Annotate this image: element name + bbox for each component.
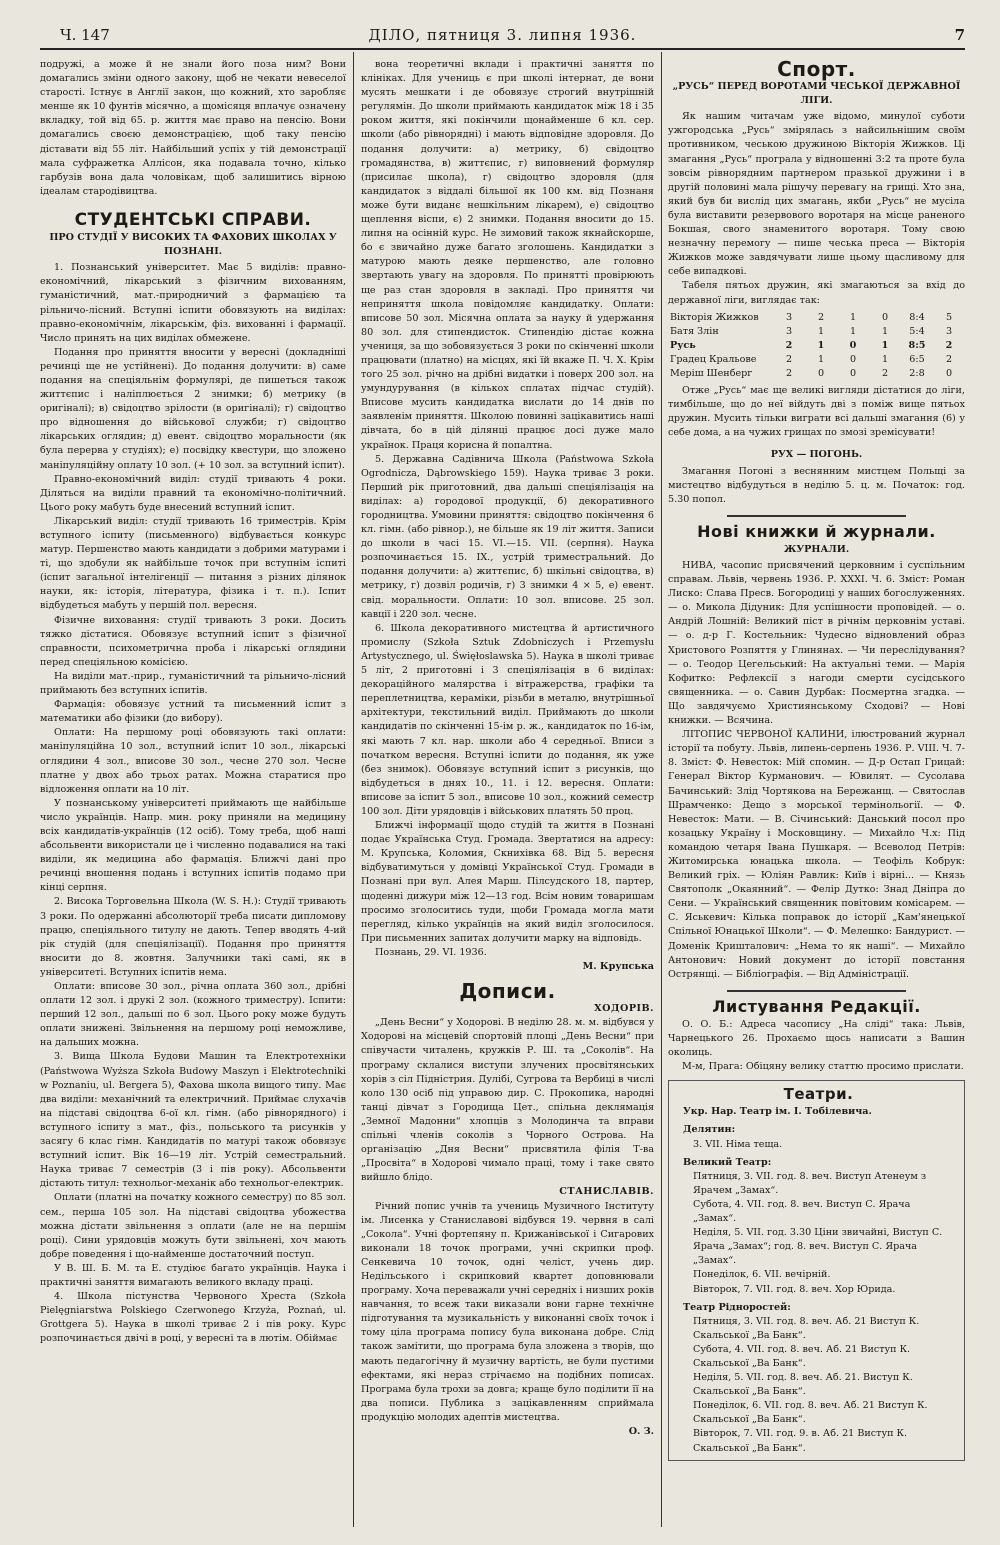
league-wins: 0 <box>817 367 825 379</box>
headline-rukh: РУХ — ПОГОНЬ. <box>770 449 863 461</box>
page-number-left: Ч. 147 <box>60 26 110 44</box>
section-title-books: Нові книжки й журнали. <box>697 521 936 541</box>
theatre-listing: Субота, 4. VII. год. 8. веч. Аб. 21 Виступ К. Скальської „Ва Банк“. <box>693 1343 911 1369</box>
paragraph: 1. Познанський університет. Має 5 виділів: правно-економічний, лікарський з фізичним вихованням, гуманістичний, мат.-природничий з фармацією та рільничо-лісний. Вступні іспити обовязують на виділах: правно-економічнім, лікарськім, фіз. вихованні і фармації. Число принять на цих виділах обмежене. <box>40 262 346 344</box>
league-row <box>668 339 965 353</box>
dateline-khodoriv: ХОДОРІВ. <box>594 1003 654 1015</box>
column-divider-2 <box>661 52 662 1527</box>
paragraph: 5. Державна Садівнича Школа (Państwowa Szkoła Ogrodnicza, Dąbrowskiego 159). Наука триває 3 роки. Перший рік приготовний, два дальші спеціялізація на виділах: а) городової продукції, б) декоративного городництва. Умовини приняття: свідоцтво покінчення 6 кл. гімн. (або рівнор.), не більше як 19 літ життя. Записи до школи в часі 15. VI.—15. VII. (серпня). Наука розпочинається 15. IX., устрій триместральний. До подання долучити: а) життєпис, б) шкільні свідоцтва, в) метрику, г) дозвіл родичів, г) 3 знимки 4 × 5, е) евент. свід. моральности. Оплати: 10 зол. вписове. 25 зол. кавції і 220 зол. чесне. <box>361 453 654 620</box>
league-team: Вікторія Жижков <box>670 311 759 323</box>
paragraph: 2. Висока Торговельна Школа (W. S. H.): Студії тривають 3 роки. По одержанні абсолюторії треба писати дипломову працю, спеціяльного титулу не дають. Тепер вводять 4-ий рік студій (для спеціялізації). Подання про приняття вносити до 8. жовтня. Залучники такі самі, як в університеті. Вступних іспитів нема. <box>40 896 346 978</box>
league-losses: 0 <box>881 311 889 323</box>
masthead-title: ДІЛО, пятниця 3. липня 1936. <box>368 26 637 44</box>
theatre-listing: Неділя, 5. VII. год. 8. веч. Аб. 21. Виступ К. Скальської „Ва Банк“. <box>693 1372 913 1398</box>
paragraph: У познанському університеті приймають ще найбільше число українців. Напр. мин. року приняли на медицину всіх кандидатів-українців (12 осіб). Тому треба, щоб наші абсольвенти використали це і численно подавалися на такі виділи, як медицина або фармація. Ближчі дані про речинці вношення подань і вступних іспитів подамо при кінці серпня. <box>40 797 346 894</box>
league-team: Меріш Шенберг <box>670 367 753 379</box>
paragraph: Змагання Погоні з веснянним мистцем Польщі за мистецтво відбудуться в неділю 5. ц. м. Початок: год. 5.30 попол. <box>668 465 965 505</box>
league-row <box>668 353 965 367</box>
league-row <box>668 367 965 381</box>
league-points: 2 <box>945 353 953 365</box>
theatre-listing: Пятниця, 3. VII. год. 8. веч. Аб. 21 Виступ К. Скальської „Ва Банк“. <box>693 1315 920 1341</box>
league-losses: 1 <box>881 325 889 337</box>
paragraph: Оплати (платні на початку кожного семестру) по 85 зол. сем., перша 105 зол. На підставі свідоцтва убожества можна дістати звільнення з оплати (але не на першім році). Сини урядовців можуть бути звільнені, хоч мають добре поведення і що-найменше достаточний поступ. <box>40 1192 346 1260</box>
paragraph: Лікарський виділ: студії тривають 16 триместрів. Крім вступного іспиту (письменного) відбувається конкурс матур. Першенство мають кандидати з добрими матурами і ті, що здобули як найбільше точок при вступнім іспиті (іспит загальної інтелігенції — питання з різних ділянок науки, як: історія, література, фізика і т. п.). Іспит відбудеться мабуть у першій пол. вересня. <box>40 515 346 612</box>
paragraph: Оплати: На першому році обовязують такі оплати: маніпуляційна 10 зол., вступний іспит 10 зол., лікарські оглядини 4 зол., вписове 30 зол., чесне 270 зол. Чесне платне у двох або трьох ратах. Можна старатися про відложення оплати на 10 літ. <box>40 727 346 795</box>
letter-entry: М-м, Прага: Обіцяну велику статтю просимо прислати. <box>682 1061 964 1073</box>
league-goals: 8:4 <box>909 311 925 323</box>
paragraph: Отже „Русь“ має ще великі вигляди дістатися до ліги, тимбільше, що до неї війдуть дві з поміж вище пятьох дружин. Мусить тільки виграти всі дальші змагання (6) у себе дома, а на чужих грищах по змозі зремісувати! <box>668 385 965 439</box>
league-wins: 1 <box>817 339 825 351</box>
league-draws: 0 <box>849 353 857 365</box>
league-wins: 1 <box>817 353 825 365</box>
paragraph: У В. Ш. Б. М. та Е. студіює багато українців. Наука і практичні заняття вимагають великого вкладу праці. <box>40 1262 346 1288</box>
paragraph: Подання про приняття вносити у вересні (докладніші речинці ще не устійнені). До подання долучити: в) саме подання на спеціяльнім формулярі, де пишеться також життєпис і наліплюється 2 знимки; б) метрику (в оригіналі); в) свідоцтво зрілости (в оригіналі); г) свідоцтво про відношення до військової служби; г) свідоцтво лікарських оглядин; д) евент. свідоцтво моральности (як була перерва у студіях); е) посвідку квестури, що зложено маніпуляційну оплату 10 зол. (+ 10 зол. за вступний іспит). <box>40 346 346 471</box>
league-team: Батя Злін <box>670 325 719 337</box>
article-date: Познань, 29. VI. 1936. <box>375 946 487 958</box>
paragraph: вона теоретичні вклади і практичні заняття по клініках. Для учениць є при школі інтернат, де вони мусять мешкати і де обовязує строгий внутрішній регулямін. До школи приймають кандидаток між 18 і 35 роком життя, які покінчили щонайменше 6 кл. сер. школи (або рівнорядні) і мають відповідне здоровля. До подання долучити: а) метрику, б) свідоцтво громадянства, в) життєпис, г) виповнений формуляр (присилає школа), г) свідоцтво здоровля (для кандидаток з віддалі більшої як 100 км. від Познаня може бути виданє нешкільним лікарем), е) свідоцтво щеплення віспи, є) 2 знимки. Подання вносити до 15. липня на осінній курс. Не зимовий також якнайскорше, бо є звичайно дуже багато зголошень. Кандидатки з матурою мають деяке першенство, але головно звертають увагу на здоровля. По принятті провірюють ще раз стан здоровля в закладі. Про приняття чи неприняття школа повідомляє кандидатку. Оплати: вписове 50 зол. Місячна оплата за науку й удержання 80 зол. для стипендисток. Стипендію дістає кожна учениця, за що зобовязується 3 роки по скінченні школи працювати (платно) на місцях, які їй вкаже П. Ч. Х. Крім того 25 зол. річно на дрібні видатки і поверх 200 зол. на умундурування (в кількох сплатах підчас студій). Вписове мусить кандидатка вислати до 14 днів по заявленім приняття. Школою повинні зацікавитись наші дівчата, бо в цій ділянці працює досі дуже мало українок. Праця корисна й попалтна. <box>361 59 654 451</box>
league-losses: 1 <box>881 353 889 365</box>
article-signature: М. Крупська <box>582 961 654 972</box>
column-1 <box>40 58 346 1528</box>
theatre-name: Укр. Нар. Театр ім. І. Тобілевича. <box>683 1106 872 1118</box>
league-goals: 6:5 <box>909 353 925 365</box>
paragraph: На виділи мат.-прир., гуманістичний та рільничо-лісний приймають без вступних іспитів. <box>40 670 346 697</box>
theatre-location: Делятин: <box>683 1124 736 1136</box>
paragraph: Фармація: обовязує устний та письменний іспит з математики або фізики (до вибору). <box>40 699 346 725</box>
league-points: 3 <box>945 325 953 337</box>
theatre-name: Театр Рідноростей: <box>683 1301 791 1313</box>
journal-entry: НИВА, часопис присвячений церковним і суспільним справам. Львів, червень 1936. Р. XXXI. Ч. 6. Зміст: Роман Лиско: Слава Пресв. Богородиці у наших богослуженнях. — о. Микола Дідуник: Для успішности проповідей. — о. Андрій Лошній: Великий піст в річнім церковнім уставі. — о. д-р Г. Костельник: Чудесно відновлений образ Христового Розпяття у Глинянах. — Чи переслідування? — о. Теодор Цегельський: На актуальні теми. — Марія Кофитко: Рефлексії з нагоди смерти сусідського священника. — о. Савин Дурбак: Посмертна згадка. — Що завдячуємо Християнському Сходові? — Нові книжки. — Всячина. <box>668 560 965 727</box>
league-goals: 2:8 <box>909 367 925 379</box>
column-2 <box>361 58 654 1528</box>
league-games: 3 <box>785 325 793 337</box>
article-signature: О. З. <box>628 1426 654 1437</box>
theatre-listing: Неділя, 5. VII. год. 3.30 Ціни звичайні, Виступ С. Ярача „Замах“; год. 8. веч. Виступ С. Ярача „Замах“. <box>693 1227 943 1267</box>
column-3 <box>668 58 965 1528</box>
letter-entry: О. О. Б.: Адреса часопису „На сліді“ така: Львів, Чарнецького 26. Прохаємо щось написати з Вашин околиць. <box>668 1018 965 1059</box>
masthead-rule <box>40 48 965 50</box>
paragraph: Як нашим читачам уже відомо, минулої суботи ужгородська „Русь“ змірялась з найсильнішим своїм противником, чеською дружиною Вікторія Жижков. Ці змагання „Русь“ програла у відношенні 3:2 та проте була зовсім рівнорядним партнером празької дружини і в другій половині мала рішучу перевагу на грищі. Хто зна, який був би вислід цих змагань, якби „Русь“ не мусіла була виставити резервового воротаря на місце раненого Бокшая, свого знаменитого воротаря. Тому свою незначну перемогу — пише чеська преса — Вікторія Жижков може завдячувати лише цьому щасливому для себе випадкові. <box>668 111 965 278</box>
league-goals: 5:4 <box>909 325 925 337</box>
league-row <box>668 325 965 339</box>
paragraph: Оплати: вписове 30 зол., річна оплата 360 зол., дрібні оплати 12 зол. і друкі 2 зол. (кожного триместру). Іспити: перший 12 зол., дальші по 6 зол. Цього року може будуть оплати знижені. Звільнення на першому році неможливе, на дальших можна. <box>40 981 346 1049</box>
theatre-listing: Понеділок, 6. VII. вечірній. <box>693 1269 831 1281</box>
journal-entry: ЛІТОПИС ЧЕРВОНОЇ КАЛИНИ, ілюстрований журнал історії та побуту. Львів, липень-серпень 1936. Р. VIII. Ч. 7-8. Зміст: Ф. Невесток: Мій спомин. — Д-р Остап Грицай: Генерал Віктор Курманович. — Ювилят. — Сусолава Бачинський: Злід Чортякова на Бережанщ. — Святослав Шрамченко: Дещо з морської термінольогії. — Ф. Невесток: Мати. — В. Січинський: Данський посол про козацьку Україну і Московщину. — Михайло Ч.х: Під командою четаря Івана Пушкаря. — Всеволод Петрів: Житомирська юнацька школа. — Теофіль Кобрук: Великий гріх. — Юліян Равлик: Київ і вірні... — Князь Святополк „Окаянний“. — Фелір Дутко: Знад Дніпра до Сени. — Український священник повітовим комісарем. — С. Яськевич: Кілька поправок до історії „Кам'янецької Спільної Юнацької Школи“. — Ф. Мелешко: Бандурист. — Доменік Кришталович: „Нема то як наші“. — Михайло Антонович: Новий документ до історії повстання Острянщі. — Бібліографія. — Від Адміністрації. <box>668 729 965 980</box>
theatre-listing: 3. VII. Німа теща. <box>693 1138 783 1150</box>
paragraph: „День Весни“ у Ходорові. В неділю 28. м. м. відбувся у Ходорові на місцевій спортовій площі „День Весни“ при співучасти читалень, кружків Р. Ш. та „Соколів“. На програму склалися виступи злучених просвітянських хорів з сіл Підністрия. Дулібі, Сугрова та Вербиці в числі коло 130 осіб під управою дир. С. Прокопика, народні танці дівчат з Городища Цет., спільна деклямація „Земної Мадонни“ хлопців з Молодинча та вправи спільні членів соколів з Чорного Острова. На організацію „Дня Весни“ присвятила філія Т-ва „Просвіта“ в Ходорові чимало праці, тому і таке свято вийшло блідо. <box>361 1017 654 1184</box>
paragraph: 3. Вища Школа Будови Машин та Електротехніки (Państwowa Wyższa Szkoła Budowy Maszyn i Elektrotechniki w Poznaniu, ul. Bergera 5), Фахова школа вищого типу. Має два виділи: механічний та електричний. Приймає слухачів на підставі свідоцтва 6-ої кл. гімн. (або рівнорядного) і вступного іспиту з мат., фіз., польського та рисунків у засягу 6 клас гімн. Кандидатів по матурі також обовязує вступний іспит. Вік 16—19 літ. Устрій семестральний. Наука триває 7 семестрів (3 і пів року). Абсольвенти дістають титул: технольог-механік або технольог-електрик. <box>40 1051 346 1190</box>
section-title-theatres: Театри. <box>783 1085 854 1104</box>
headline-rus: „РУСЬ“ ПЕРЕД ВОРОТАМИ ЧЕСЬКОЇ ДЕРЖАВНОЇ ЛІГИ. <box>672 81 961 107</box>
paragraph: 6. Школа декоративного мистецтва й артистичного промислу (Szkoła Sztuk Zdobniczych i Przemysłu Artystycznego, ul. Święłoslawska 5). Наука в школі триває 5 літ, 2 приготовні і 3 спеціялізація в 6 виділах: декораційного малярства і вітражерства, графіки та переплетництва, кераміки, різьби в металю, внутрішньої архітектури, текстильний виділ. Приймають до школи кандидатів по скінченні 15-ім р. ж., кандидаток по 16-ім, які мають 7 кл. нар. школи або 4 середньої. Вписи з початком вересня. Вступні іспити до подання, як уже (без знимок). Обовязує вступний іспит з рисунків, що відбудеться в днях 10., 11. і 12. вересня. Оплати: вписове за іспит 5 зол., вписове 10 зол., кожний семестр 100 зол. Діти урядовців і військових платять 50 проц. <box>361 622 654 817</box>
theatre-listing: Пятниця, 3. VII. год. 8. веч. Виступ Атенеум з Ярачем „Замах“. <box>693 1170 927 1196</box>
league-draws: 0 <box>849 367 857 379</box>
paragraph: Фізичне виховання: студії тривають 3 роки. Досить тяжко дістатися. Обовязує вступний іспит з фізичної справности, психометрична проба і лікарські оглядини перед спеціяльною комісією. <box>40 614 346 668</box>
league-games: 2 <box>785 353 793 365</box>
masthead <box>40 24 965 48</box>
paragraph: Правно-економічний виділ: студії тривають 4 роки. Діляться на виділи правний та економічно-політичний. Цього року мабуть буде внесений вступний іспит. <box>40 473 346 513</box>
league-points: 5 <box>945 311 953 323</box>
paragraph: Річний попис учнів та учениць Музичного Інституту ім. Лисенка у Станиславові відбувся 19. червня в салі „Сокола“. Учні фортепяну п. Крижанівської і Сигарових виконали 18 точок програми, учні скрипки проф. Сенкевича 10 точок, одні челіст, учень дир. Недільського і скрипковий квартет доповнювали програму. Хоча переважали учні середніх і низших років навчання, то всеж таки виказали вони гарне технічне підготування та музикальність у виконанні своїх точок і тому ціла програма попису була виконана добре. Слід також замітити, що програма була зложена з творів, що мають педагогічну й музичну вартість, не були пустими ефектами, які нераз стрічаємо на подібних пописах. Програма була трохи за довга; краще було поділити її на два пописи. Публика з зацікавленням сприймала продукцію молодих адептів мистецтва. <box>361 1200 654 1423</box>
divider <box>727 515 905 517</box>
section-subtitle-student: ПРО СТУДІЇ У ВИСОКИХ ТА ФАХОВИХ ШКОЛАХ У ПОЗНАНІ. <box>49 232 337 258</box>
league-games: 2 <box>785 367 793 379</box>
league-goals: 8:5 <box>908 339 926 351</box>
section-title-dopysy: Дописи. <box>459 979 556 1004</box>
league-points: 0 <box>945 367 953 379</box>
league-wins: 2 <box>817 311 825 323</box>
theatre-listing: Вівторок, 7. VII. год. 8. веч. Хор Юрида. <box>693 1283 896 1295</box>
league-draws: 1 <box>849 311 857 323</box>
section-title-student: СТУДЕНТСЬКІ СПРАВИ. <box>74 209 312 230</box>
paragraph: Табеля пятьох дружин, які змагаються за вхід до державної ліги, виглядає так: <box>668 280 965 306</box>
league-losses: 2 <box>881 367 889 379</box>
column-divider-1 <box>353 52 354 1527</box>
dateline-stanyslaviv: СТАНИСЛАВІВ. <box>559 1186 654 1198</box>
article-intro: подружі, а може й не знали його поза ним? Вони домагались зміни одного закону, щоб не чекати невеселої старості. Істнує в Англії закон, що кожний, хто заробляє менше як 10 фунтів місячно, а щомісяця вплачує означену вкладку, той від 65. р. життя має право на пенсію. Вони домагались своєю демонстрацією, щоб таку пенсію діставати від 55 літ. Найбільший успіх у тій демонстрації мала суфражетка Аллісон, яка подавала точно, кілько гарбузів вона дала чоловікам, щоб залишитись вірною ідеалам стародівицтва. <box>40 59 346 197</box>
divider <box>727 990 905 992</box>
league-draws: 1 <box>849 325 857 337</box>
league-losses: 1 <box>881 339 889 351</box>
league-points: 2 <box>945 339 953 351</box>
league-games: 3 <box>785 311 793 323</box>
league-table <box>668 311 965 381</box>
theatre-listing: Понеділок, 6. VII. год. 8. веч. Аб. 21 Виступ К. Скальської „Ва Банк“. <box>693 1400 928 1426</box>
league-draws: 0 <box>849 339 857 351</box>
paragraph: 4. Школа пістунства Червоного Хреста (Szkoła Pielęgniarstwa Polskiego Czerwonego Krzyża, Poznań, ul. Grottgera 5). Наука в школі триває 2 і пів року. Курс розпочинається двічі в році, у вересні та в лютім. Обіймає <box>40 1291 346 1345</box>
league-team: Градец Кральове <box>670 353 757 365</box>
theatres-box <box>668 1080 965 1460</box>
subheading-journals: ЖУРНАЛИ. <box>783 543 850 555</box>
page-number-right: 7 <box>954 26 965 44</box>
league-wins: 1 <box>817 325 825 337</box>
theatre-name: Великий Театр: <box>683 1156 772 1168</box>
league-row <box>668 311 965 325</box>
league-games: 2 <box>785 339 793 351</box>
theatre-listing: Вівторок, 7. VII. год. 9. в. Аб. 21 Виступ К. Скальської „Ва Банк“. <box>693 1428 908 1454</box>
section-title-sport: Спорт. <box>777 58 856 81</box>
section-title-letters: Листування Редакції. <box>712 996 921 1016</box>
paragraph: Ближчі інформації щодо студій та життя в Познані подає Українська Студ. Громада. Звертатися на адресу: М. Крупська, Коломия, Скнихівка 68. Від 5. вересня відбуватимуться у домівці Української Студ. Громади в Познані при вул. Алея Марш. Пілсудского 18, партер, щоденні дижури між 12—13 год. Всім новим товаришам просимо зголоситись туди, щоби Громада могла мати перегляд, кілько українців на який виділ зголосилося. При письменних запитах долучити марку на відповідь. <box>361 820 654 944</box>
theatre-listing: Субота, 4. VII. год. 8. веч. Виступ С. Ярача „Замах“. <box>693 1198 911 1225</box>
league-team: Русь <box>670 339 696 351</box>
